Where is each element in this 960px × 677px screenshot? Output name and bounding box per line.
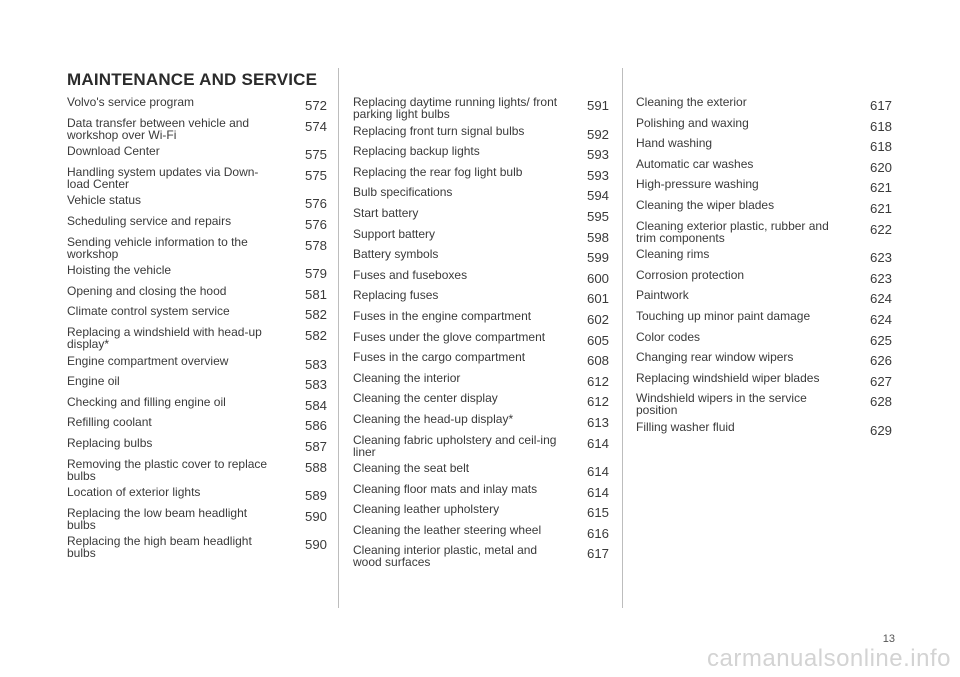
toc-entry-page: 593 — [586, 167, 609, 183]
toc-entry-page: 579 — [304, 266, 327, 282]
toc-entry-page: 625 — [869, 332, 892, 348]
toc-entry-title: Cleaning floor mats and inlay mats — [353, 481, 538, 496]
toc-column-2 — [353, 96, 609, 573]
toc-entry-page: 614 — [586, 435, 609, 451]
toc-entry-page: 602 — [586, 311, 609, 327]
toc-entry-page: 600 — [586, 270, 609, 286]
toc-entry-page: 623 — [869, 270, 892, 286]
toc-entry[interactable] — [67, 117, 327, 141]
toc-entry-title: Support battery — [353, 226, 436, 241]
toc-entry-title: Cleaning the center display — [353, 391, 498, 406]
toc-entry[interactable] — [636, 117, 892, 133]
column-divider — [622, 68, 623, 608]
toc-entry-page: 617 — [586, 546, 609, 562]
toc-entry[interactable] — [67, 145, 327, 161]
toc-entry-page: 621 — [869, 180, 892, 196]
toc-entry-title: Polishing and waxing — [636, 115, 749, 130]
toc-entry[interactable] — [636, 220, 892, 244]
toc-entry-page: 618 — [869, 139, 892, 155]
toc-entry[interactable] — [636, 137, 892, 153]
toc-entry-page: 623 — [869, 250, 892, 266]
toc-entry-title: Sending vehicle information to the workshop — [67, 234, 248, 261]
toc-entry-page: 628 — [869, 394, 892, 410]
page-title: MAINTENANCE AND SERVICE — [67, 70, 318, 89]
toc-entry-title: Opening and closing the hood — [67, 283, 227, 298]
toc-entry[interactable] — [636, 248, 892, 264]
toc-entry-title: Cleaning fabric upholstery and ceil-ing liner — [353, 432, 557, 459]
toc-entry-page: 620 — [869, 159, 892, 175]
toc-entry-title: Replacing fuses — [353, 288, 439, 303]
toc-entry-page: 612 — [586, 373, 609, 389]
toc-entry-page: 608 — [586, 353, 609, 369]
toc-entry-title: Handling system updates via Down-load Center — [67, 164, 259, 191]
toc-entry-page: 593 — [586, 147, 609, 163]
toc-entry-page: 594 — [586, 188, 609, 204]
toc-entry-page: 626 — [869, 353, 892, 369]
toc-entry-title: Fuses and fuseboxes — [353, 267, 468, 282]
toc-entry[interactable] — [353, 524, 609, 540]
toc-entry-page: 595 — [586, 208, 609, 224]
toc-entry-page: 591 — [586, 98, 609, 113]
toc-entry[interactable] — [636, 331, 892, 347]
toc-entry-page: 617 — [869, 98, 892, 113]
toc-entry-page: 601 — [586, 291, 609, 307]
toc-entry[interactable] — [636, 199, 892, 215]
toc-entry-title: Replacing backup lights — [353, 144, 480, 159]
toc-entry-page: 598 — [586, 229, 609, 245]
toc-entry[interactable] — [636, 269, 892, 285]
toc-entry-title: Cleaning leather upholstery — [353, 502, 500, 517]
toc-entry-page: 576 — [304, 216, 327, 232]
toc-entry[interactable] — [353, 166, 609, 182]
toc-entry-page: 583 — [304, 356, 327, 372]
toc-entry-title: Fuses under the glove compartment — [353, 329, 546, 344]
toc-entry-title: Corrosion protection — [636, 267, 745, 282]
toc-entry-page: 576 — [304, 196, 327, 212]
toc-entry-title: Climate control system service — [67, 304, 230, 319]
toc-entry[interactable] — [67, 326, 327, 350]
toc-column-1 — [67, 96, 327, 564]
toc-entry-title: Battery symbols — [353, 247, 439, 262]
toc-entry-page: 614 — [586, 464, 609, 480]
toc-entry-page: 615 — [586, 505, 609, 521]
toc-entry-title: Replacing front turn signal bulbs — [353, 123, 525, 138]
toc-entry[interactable] — [67, 194, 327, 210]
toc-entry-title: Start battery — [353, 205, 419, 220]
toc-entry-page: 613 — [586, 414, 609, 430]
toc-entry[interactable] — [353, 228, 609, 244]
toc-entry-page: 583 — [304, 377, 327, 393]
toc-entry-title: Vehicle status — [67, 193, 142, 208]
toc-entry-title: Bulb specifications — [353, 185, 453, 200]
toc-entry[interactable] — [636, 421, 892, 437]
toc-entry[interactable] — [67, 375, 327, 391]
toc-entry-title: Location of exterior lights — [67, 485, 201, 500]
toc-entry[interactable] — [636, 372, 892, 388]
watermark: carmanualsonline.info — [707, 645, 951, 672]
toc-entry-title: Replacing the high beam headlight bulbs — [67, 534, 252, 561]
toc-entry[interactable] — [353, 289, 609, 305]
toc-entry[interactable] — [67, 264, 327, 280]
toc-entry-title: Cleaning rims — [636, 247, 710, 262]
toc-entry-page: 618 — [869, 118, 892, 134]
toc-entry[interactable] — [353, 413, 609, 429]
toc-entry-page: 587 — [304, 438, 327, 454]
toc-entry[interactable] — [353, 462, 609, 478]
toc-entry[interactable] — [353, 186, 609, 202]
toc-entry[interactable] — [67, 285, 327, 301]
toc-entry[interactable] — [67, 458, 327, 482]
toc-entry-page: 590 — [304, 537, 327, 553]
toc-entry-title: Engine compartment overview — [67, 353, 229, 368]
toc-entry-page: 584 — [304, 397, 327, 413]
toc-entry-page: 621 — [869, 200, 892, 216]
toc-entry-page: 629 — [869, 422, 892, 438]
toc-entry[interactable] — [67, 215, 327, 231]
toc-entry[interactable] — [67, 437, 327, 453]
toc-entry[interactable] — [636, 392, 892, 416]
toc-entry-title: Removing the plastic cover to replace bulbs — [67, 456, 268, 483]
toc-entry-title: Cleaning the seat belt — [353, 461, 470, 476]
toc-entry-page: 572 — [304, 98, 327, 113]
toc-entry-page: 627 — [869, 373, 892, 389]
toc-entry-title: Cleaning the exterior — [636, 95, 747, 109]
toc-entry-page: 578 — [304, 237, 327, 253]
toc-entry[interactable] — [67, 416, 327, 432]
toc-entry-title: Data transfer between vehicle and workshop over Wi-Fi — [67, 115, 250, 142]
toc-entry-title: Cleaning the leather steering wheel — [353, 522, 542, 537]
toc-entry-title: High-pressure washing — [636, 177, 759, 192]
toc-entry[interactable] — [353, 145, 609, 161]
toc-entry-page: 592 — [586, 126, 609, 142]
toc-entry[interactable] — [67, 166, 327, 190]
toc-entry-page: 616 — [586, 525, 609, 541]
toc-entry-page: 589 — [304, 488, 327, 504]
toc-entry-page: 624 — [869, 291, 892, 307]
toc-entry[interactable] — [353, 372, 609, 388]
toc-entry[interactable] — [636, 96, 892, 112]
toc-entry-page: 612 — [586, 394, 609, 410]
toc-entry-page: 624 — [869, 311, 892, 327]
toc-entry-title: Hoisting the vehicle — [67, 263, 172, 278]
toc-entry-title: Filling washer fluid — [636, 419, 735, 434]
toc-entry-title: Cleaning exterior plastic, rubber and trim components — [636, 218, 829, 245]
toc-entry-title: Windshield wipers in the service position — [636, 391, 807, 418]
toc-entry-page: 575 — [304, 147, 327, 163]
toc-entry-page: 590 — [304, 508, 327, 524]
toc-entry-title: Replacing bulbs — [67, 435, 153, 450]
toc-entry[interactable] — [67, 486, 327, 502]
toc-entry-title: Engine oil — [67, 374, 120, 389]
toc-entry[interactable] — [67, 305, 327, 321]
toc-entry-title: Download Center — [67, 144, 160, 159]
toc-entry-page: 575 — [304, 167, 327, 183]
toc-entry-title: Replacing daytime running lights/ front parking light bulbs — [353, 95, 558, 121]
toc-entry-title: Cleaning interior plastic, metal and wood surfaces — [353, 543, 538, 570]
toc-entry-title: Automatic car washes — [636, 156, 754, 171]
toc-entry[interactable] — [67, 507, 327, 531]
toc-entry[interactable] — [353, 207, 609, 223]
toc-entry[interactable] — [636, 158, 892, 174]
toc-entry-page: 614 — [586, 484, 609, 500]
toc-entry[interactable] — [353, 392, 609, 408]
toc-entry[interactable] — [353, 483, 609, 499]
toc-column-3 — [636, 96, 892, 442]
toc-entry-page: 588 — [304, 459, 327, 475]
toc-entry[interactable] — [353, 96, 609, 120]
toc-entry-title: Scheduling service and repairs — [67, 213, 232, 228]
toc-entry[interactable] — [353, 269, 609, 285]
toc-entry[interactable] — [67, 396, 327, 412]
toc-entry-title: Color codes — [636, 329, 701, 344]
toc-entry[interactable] — [67, 96, 327, 112]
toc-entry[interactable] — [636, 310, 892, 326]
toc-entry-title: Paintwork — [636, 288, 689, 303]
column-divider — [338, 68, 339, 608]
toc-entry-page: 586 — [304, 418, 327, 434]
toc-entry[interactable] — [67, 236, 327, 260]
toc-entry-page: 599 — [586, 250, 609, 266]
toc-entry[interactable] — [67, 535, 327, 559]
toc-entry-page: 581 — [304, 286, 327, 302]
toc-entry[interactable] — [67, 355, 327, 371]
toc-entry-page: 582 — [304, 327, 327, 343]
toc-entry-title: Fuses in the cargo compartment — [353, 350, 526, 365]
toc-entry[interactable] — [353, 544, 609, 568]
toc-entry[interactable] — [353, 331, 609, 347]
toc-entry[interactable] — [353, 351, 609, 367]
toc-entry-title: Refilling coolant — [67, 415, 152, 430]
toc-entry[interactable] — [353, 125, 609, 141]
toc-entry[interactable] — [636, 289, 892, 305]
toc-entry[interactable] — [353, 503, 609, 519]
toc-entry-page: 574 — [304, 118, 327, 134]
toc-entry-title: Volvo's service program — [67, 95, 195, 109]
toc-entry-title: Touching up minor paint damage — [636, 308, 811, 323]
toc-entry-title: Replacing a windshield with head-up display* — [67, 324, 262, 351]
toc-entry-title: Cleaning the interior — [353, 370, 461, 385]
toc-entry-page: 582 — [304, 307, 327, 323]
toc-entry[interactable] — [636, 351, 892, 367]
toc-entry-title: Replacing windshield wiper blades — [636, 370, 820, 385]
toc-entry-title: Cleaning the head-up display* — [353, 411, 514, 426]
toc-entry-title: Changing rear window wipers — [636, 350, 794, 365]
toc-entry-title: Checking and filling engine oil — [67, 394, 226, 409]
toc-entry-page: 622 — [869, 221, 892, 237]
toc-entry-title: Fuses in the engine compartment — [353, 308, 532, 323]
page-number: 13 — [882, 633, 895, 645]
toc-entry-title: Hand washing — [636, 136, 713, 151]
toc-entry[interactable] — [353, 248, 609, 264]
toc-entry[interactable] — [636, 178, 892, 194]
toc-entry-title: Replacing the rear fog light bulb — [353, 164, 523, 179]
toc-entry-page: 605 — [586, 332, 609, 348]
toc-entry[interactable] — [353, 434, 609, 458]
toc-entry-title: Replacing the low beam headlight bulbs — [67, 505, 248, 532]
toc-entry[interactable] — [353, 310, 609, 326]
toc-entry-title: Cleaning the wiper blades — [636, 197, 775, 212]
